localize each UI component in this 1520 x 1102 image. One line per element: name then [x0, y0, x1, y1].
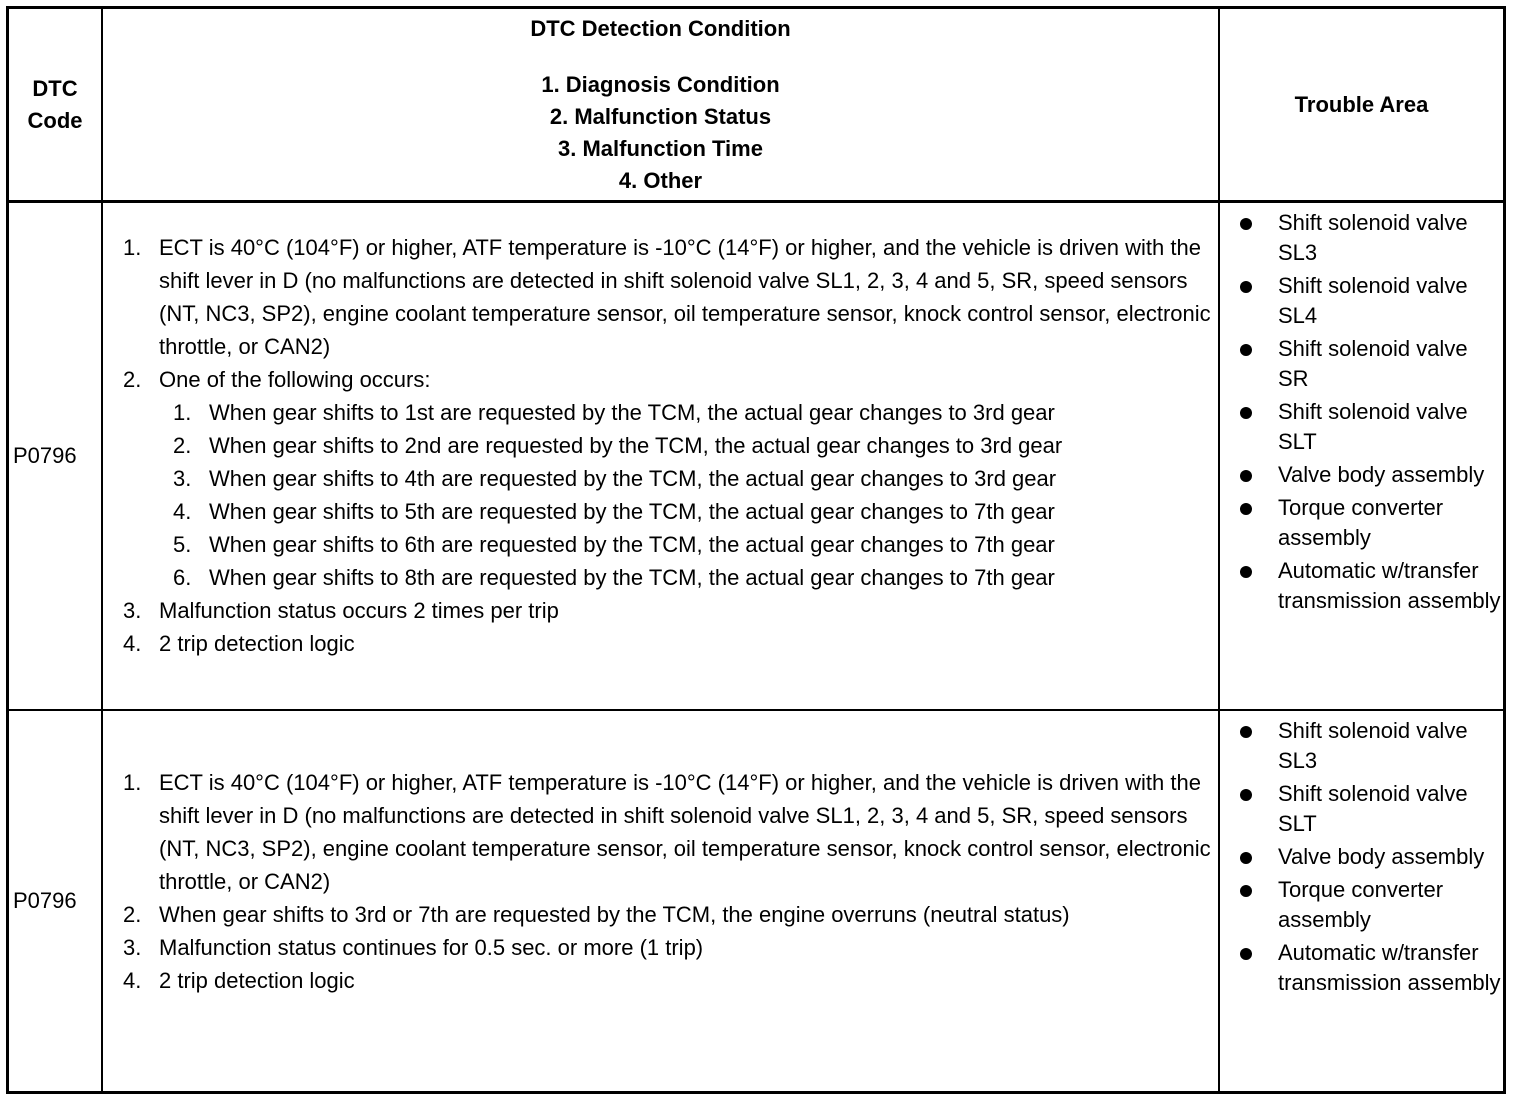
condition-number: 2.: [123, 366, 142, 392]
condition-text: 2 trip detection logic: [159, 630, 355, 656]
trouble-area-text: Shift solenoid valve SL3: [1278, 210, 1468, 265]
sub-condition-text: When gear shifts to 5th are requested by the TCM, the actual gear changes to 7th gear: [209, 498, 1055, 524]
trouble-area-list: [1240, 208, 1503, 619]
bullet-icon: [1240, 885, 1252, 897]
trouble-area-text: Shift solenoid valve SLT: [1278, 781, 1468, 836]
condition-number: 2.: [123, 901, 142, 927]
sub-condition-text: When gear shifts to 2nd are requested by the TCM, the actual gear changes to 3rd gear: [209, 432, 1063, 458]
condition-item: [123, 627, 1212, 660]
sub-condition-number: 6.: [173, 564, 192, 590]
trouble-area-item: [1240, 460, 1503, 490]
trouble-area-item: [1240, 556, 1503, 616]
trouble-area-item: [1240, 779, 1503, 839]
trouble-area-list: [1240, 716, 1503, 1001]
trouble-area-text: Shift solenoid valve SL3: [1278, 718, 1468, 773]
sub-condition-number: 5.: [173, 531, 192, 557]
trouble-area-item: [1240, 875, 1503, 935]
condition-number: 4.: [123, 630, 142, 656]
condition-item: [123, 766, 1212, 898]
condition-list: [123, 766, 1212, 997]
trouble-area-item: [1240, 208, 1503, 268]
sub-condition-number: 2.: [173, 432, 192, 458]
trouble-area-item: [1240, 493, 1503, 553]
trouble-area-item: [1240, 397, 1503, 457]
header-code-line1: DTC: [32, 75, 78, 101]
trouble-area-item: [1240, 842, 1503, 872]
condition-item: [123, 898, 1212, 931]
sub-condition-number: 1.: [173, 399, 192, 425]
condition-item: [123, 231, 1212, 363]
bullet-icon: [1240, 218, 1252, 230]
row-conditions: [9, 203, 1218, 709]
header-condition-list: [541, 69, 779, 197]
condition-text: ECT is 40°C (104°F) or higher, ATF temperature is -10°C (14°F) or higher, and the vehicle is driven with the shift lever in D (no malfunctions are detected in shift solenoid valve SL1, 2, 3, 4 and 5, SR, speed sensors (NT, NC3, SP2), engine coolant temperature sensor, oil temperature sensor, knock control sensor, electronic throttle, or CAN2): [159, 234, 1211, 359]
header-condition-item: 2. Malfunction Status: [549, 104, 772, 129]
row-trouble-area: [1220, 203, 1503, 709]
header-detection-condition: [103, 9, 1218, 200]
row-trouble-area: [1220, 711, 1503, 1091]
trouble-area-text: Valve body assembly: [1278, 844, 1485, 869]
condition-number: 4.: [123, 967, 142, 993]
condition-item: [123, 363, 1212, 396]
trouble-area-text: Shift solenoid valve SL4: [1278, 273, 1468, 328]
trouble-area-item: [1240, 938, 1503, 998]
header-trouble-area-label: Trouble Area: [1294, 91, 1429, 117]
dtc-code: P0796: [13, 443, 77, 468]
condition-item: [123, 594, 1212, 627]
condition-text: ECT is 40°C (104°F) or higher, ATF temperature is -10°C (14°F) or higher, and the vehicle is driven with the shift lever in D (no malfunctions are detected in shift solenoid valve SL1, 2, 3, 4 and 5, SR, speed sensors (NT, NC3, SP2), engine coolant temperature sensor, oil temperature sensor, knock control sensor, electronic throttle, or CAN2): [159, 769, 1211, 894]
trouble-area-text: Valve body assembly: [1278, 462, 1485, 487]
condition-number: 1.: [123, 769, 142, 795]
condition-item: [123, 931, 1212, 964]
sub-condition-item: [173, 462, 1212, 495]
condition-text: Malfunction status continues for 0.5 sec. or more (1 trip): [159, 934, 704, 960]
sub-condition-item: [173, 528, 1212, 561]
condition-number: 3.: [123, 934, 142, 960]
dtc-table: [6, 6, 1506, 1094]
bullet-icon: [1240, 789, 1252, 801]
condition-text: 2 trip detection logic: [159, 967, 355, 993]
condition-number: 1.: [123, 234, 142, 260]
bullet-icon: [1240, 344, 1252, 356]
bullet-icon: [1240, 852, 1252, 864]
bullet-icon: [1240, 281, 1252, 293]
sub-condition-item: [173, 429, 1212, 462]
header-condition-item: 4. Other: [618, 168, 703, 193]
trouble-area-text: Automatic w/transfer transmission assembly: [1278, 940, 1501, 995]
row-conditions: [9, 711, 1218, 1091]
trouble-area-text: Shift solenoid valve SLT: [1278, 399, 1468, 454]
trouble-area-text: Shift solenoid valve SR: [1278, 336, 1468, 391]
condition-text: Malfunction status occurs 2 times per trip: [159, 597, 559, 623]
sub-condition-list: [123, 396, 1212, 594]
trouble-area-text: Torque converter assembly: [1278, 495, 1444, 550]
header-condition-title: DTC Detection Condition: [530, 16, 791, 41]
trouble-area-item: [1240, 271, 1503, 331]
condition-item: [123, 964, 1212, 997]
bullet-icon: [1240, 726, 1252, 738]
condition-number: 3.: [123, 597, 142, 623]
header-condition-item: 3. Malfunction Time: [558, 136, 763, 161]
sub-condition-item: [173, 561, 1212, 594]
bullet-icon: [1240, 948, 1252, 960]
bullet-icon: [1240, 503, 1252, 515]
sub-condition-number: 4.: [173, 498, 192, 524]
sub-condition-text: When gear shifts to 1st are requested by the TCM, the actual gear changes to 3rd gear: [209, 399, 1055, 425]
trouble-area-item: [1240, 334, 1503, 394]
condition-list: [123, 231, 1212, 660]
sub-condition-text: When gear shifts to 8th are requested by the TCM, the actual gear changes to 7th gear: [209, 564, 1055, 590]
trouble-area-text: Automatic w/transfer transmission assembly: [1278, 558, 1501, 613]
header-trouble-area: [1220, 9, 1503, 200]
header-code-line2: Code: [27, 107, 83, 133]
header-condition-item: 1. Diagnosis Condition: [541, 72, 780, 97]
sub-condition-item: [173, 495, 1212, 528]
header-dtc-code: [9, 9, 101, 200]
sub-condition-number: 3.: [173, 465, 192, 491]
sub-condition-text: When gear shifts to 4th are requested by the TCM, the actual gear changes to 3rd gear: [209, 465, 1057, 491]
bullet-icon: [1240, 470, 1252, 482]
bullet-icon: [1240, 566, 1252, 578]
trouble-area-text: Torque converter assembly: [1278, 877, 1444, 932]
trouble-area-item: [1240, 716, 1503, 776]
condition-text: One of the following occurs:: [159, 366, 431, 392]
bullet-icon: [1240, 407, 1252, 419]
condition-text: When gear shifts to 3rd or 7th are requested by the TCM, the engine overruns (neutral status): [159, 901, 1070, 927]
sub-condition-text: When gear shifts to 6th are requested by the TCM, the actual gear changes to 7th gear: [209, 531, 1055, 557]
sub-condition-item: [173, 396, 1212, 429]
dtc-code: P0796: [13, 888, 77, 913]
